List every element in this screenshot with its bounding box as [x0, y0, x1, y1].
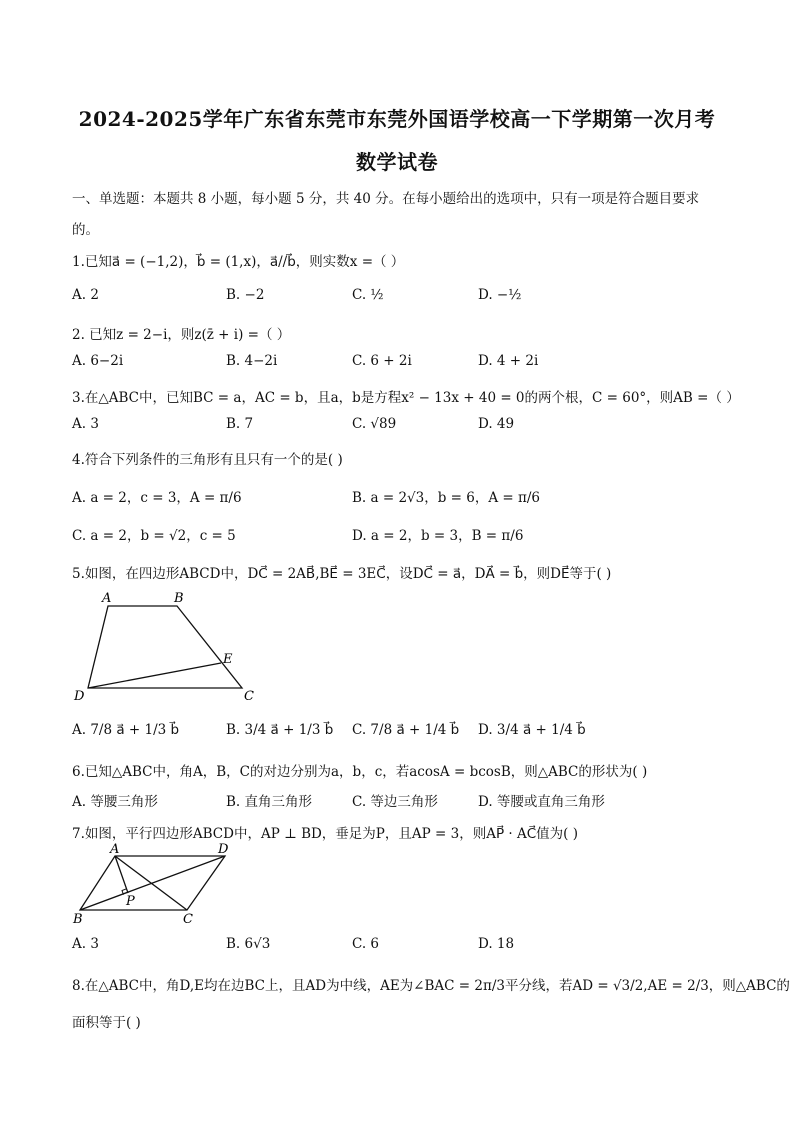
exam-title-line1: 2024-2025学年广东省东莞市东莞外国语学校高一下学期第一次月考 [78, 107, 716, 131]
q5-option-b: B. 3/4 a⃗ + 1/3 b⃗ [226, 722, 334, 738]
q7-label-a: A [110, 842, 120, 857]
q3-option-b: B. 7 [226, 416, 254, 432]
q7-option-b: B. 6√3 [226, 936, 271, 952]
q4-option-c: C. a = 2，b = √2，c = 5 [72, 528, 236, 544]
q3-option-c: C. √89 [352, 416, 397, 432]
question-5-stem: 5.如图，在四边形ABCD中，DC⃗ = 2AB⃗,BE⃗ = 3EC⃗，设DC⃗ = a⃗，DA⃗ = b⃗，则DE⃗等于( ) [72, 566, 612, 582]
q7-option-c: C. 6 [352, 936, 380, 952]
q7-label-b: B [73, 912, 83, 927]
question-8-stem-line1: 8.在△ABC中，角D,E均在边BC上，且AD为中线，AE为∠BAC = 2π/3平分线，若AD = √3/2,AE = 2/3，则△ABC的 [72, 978, 790, 994]
q7-parallelogram-figure [70, 842, 240, 928]
q5-label-d: D [74, 689, 85, 704]
question-1-stem: 1.已知a⃗ = (−1,2)，b⃗ = (1,x)，a⃗//b⃗，则实数x =（ ） [72, 254, 405, 270]
q1-option-d: D. −½ [478, 287, 522, 303]
q5-label-a: A [102, 591, 112, 606]
q7-label-d: D [218, 842, 229, 857]
question-4-stem: 4.符合下列条件的三角形有且只有一个的是( ) [72, 452, 343, 468]
section-intro-line1: 一、单选题：本题共 8 小题，每小题 5 分，共 40 分。在每小题给出的选项中，只有一项是符合题目要求 [72, 191, 700, 207]
q2-option-b: B. 4−2i [226, 353, 278, 369]
q6-option-c: C. 等边三角形 [352, 794, 438, 810]
q6-option-b: B. 直角三角形 [226, 794, 313, 810]
question-2-stem: 2. 已知z = 2−i，则z(z̄ + i) =（ ） [72, 327, 291, 343]
question-8-stem-line2: 面积等于( ) [72, 1015, 141, 1031]
q5-label-c: C [244, 689, 254, 704]
q3-option-d: D. 49 [478, 416, 515, 432]
q4-option-b: B. a = 2√3，b = 6，A = π/6 [352, 490, 541, 506]
q5-label-b: B [174, 591, 184, 606]
q2-option-d: D. 4 + 2i [478, 353, 539, 369]
q2-option-c: C. 6 + 2i [352, 353, 412, 369]
q5-option-c: C. 7/8 a⃗ + 1/4 b⃗ [352, 722, 460, 738]
q1-option-c: C. ½ [352, 287, 384, 303]
q4-option-a: A. a = 2，c = 3，A = π/6 [72, 490, 242, 506]
q7-label-p: P [126, 894, 135, 909]
q5-label-e: E [223, 652, 233, 667]
section-intro-line2: 的。 [72, 222, 99, 238]
q1-option-a: A. 2 [72, 287, 99, 303]
question-6-stem: 6.已知△ABC中，角A，B，C的对边分别为a，b，c，若acosA = bcosB，则△ABC的形状为( ) [72, 764, 648, 780]
question-7-stem: 7.如图，平行四边形ABCD中，AP ⊥ BD，垂足为P，且AP = 3，则AP⃗ · AC⃗值为( ) [72, 826, 578, 842]
q5-quadrilateral-figure [70, 588, 270, 706]
q1-option-b: B. −2 [226, 287, 265, 303]
q7-option-d: D. 18 [478, 936, 515, 952]
q2-option-a: A. 6−2i [72, 353, 124, 369]
q6-option-d: D. 等腰或直角三角形 [478, 794, 605, 810]
q5-option-a: A. 7/8 a⃗ + 1/3 b⃗ [72, 722, 180, 738]
q3-option-a: A. 3 [72, 416, 99, 432]
q7-label-c: C [183, 912, 193, 927]
question-3-stem: 3.在△ABC中，已知BC = a，AC = b，且a，b是方程x² − 13x + 40 = 0的两个根，C = 60°，则AB =（ ） [72, 390, 740, 406]
q5-option-d: D. 3/4 a⃗ + 1/4 b⃗ [478, 722, 586, 738]
q4-option-d: D. a = 2，b = 3，B = π/6 [352, 528, 524, 544]
exam-title-line2: 数学试卷 [356, 150, 438, 174]
q7-option-a: A. 3 [72, 936, 99, 952]
q6-option-a: A. 等腰三角形 [72, 794, 158, 810]
